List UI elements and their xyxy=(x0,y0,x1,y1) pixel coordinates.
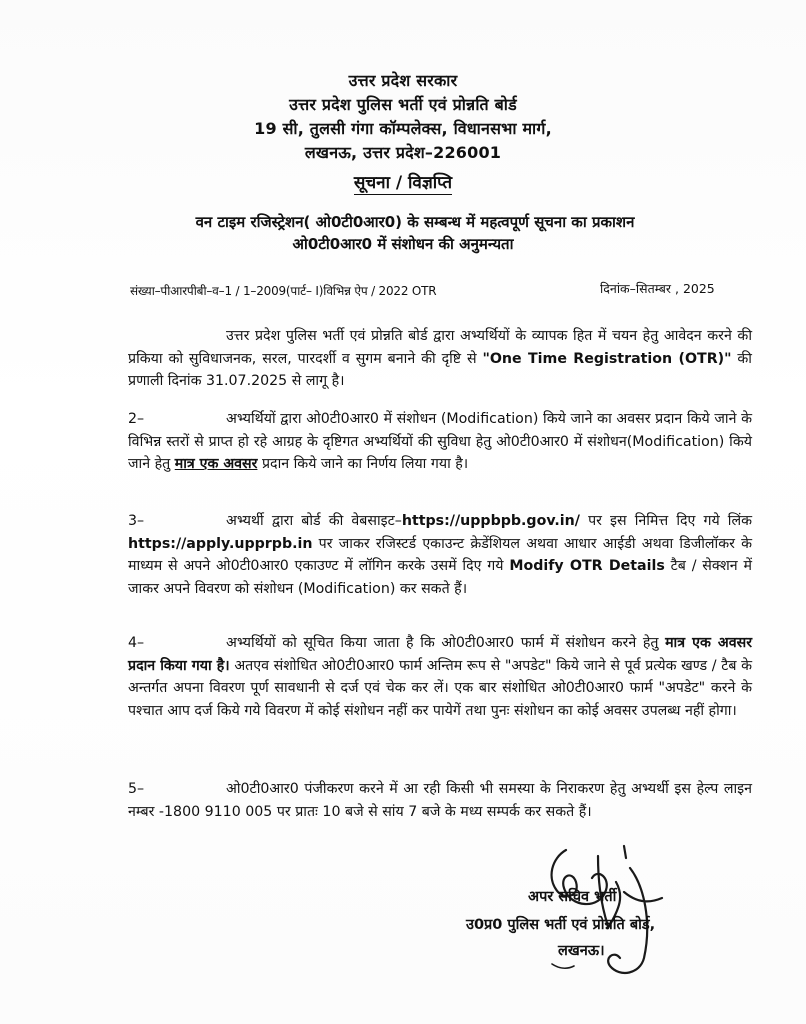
p4-only-once: मात्र एक अवसर प्रदान किया गया है। xyxy=(128,635,752,674)
p2-text-a: अभ्यर्थियों द्वारा ओ0टी0आर0 में संशोधन (Modification) किये जाने का अवसर प्रदान किये जाने के विभिन्न स्तरों से प्राप्त हो रहे आग्रह के दृष्टिगत अभ्यर्थियों की सुविधा हेतु ओ0टी0आर0 में संशोधन(Modification) किये जाने हेतु xyxy=(128,411,752,472)
p3-text-c: पर जाकर रजिस्टर्ड एकाउन्ट क्रेडेंशियल अथवा आधार आईडी अथवा डिजीलॉकर के माध्यम से अपने ओ0टी0आर0 एकाउण्ट में लॉगिन करके उसमें दिए गये xyxy=(128,535,752,574)
p1-text-a: उत्तर प्रदेश पुलिस भर्ती एवं प्रोन्नति बोर्ड द्वारा अभ्यर्थियों के व्यापक हित में चयन हेतु आवेदन करने की प्रकिया को सुविधाजनक, सरल, पारदर्शी व सुगम बनाने की दृष्टि से xyxy=(128,328,752,367)
paragraph-number: 3– xyxy=(128,513,145,529)
p5-text: ओ0टी0आर0 पंजीकरण करने में आ रही किसी भी समस्या के निराकरण हेतु अभ्यर्थी इस हेल्प लाइन नम्बर -1800 9110 005 पर प्रातः 10 बजे से सांय 7 बजे के मध्य सम्पर्क कर सकते हैं। xyxy=(128,781,752,820)
signature-block xyxy=(448,838,768,988)
header-board-name: उत्तर प्रदेश पुलिस भर्ती एवं प्रोन्नति बोर्ड xyxy=(289,95,517,114)
paragraph-5 xyxy=(128,778,752,823)
header-government: उत्तर प्रदेश सरकार xyxy=(348,71,458,90)
apply-portal-link[interactable]: https://apply.upprpb.in xyxy=(128,535,313,552)
notice-date: दिनांक–सितम्बर , 2025 xyxy=(600,281,715,296)
paragraph-3 xyxy=(128,510,752,600)
p1-text-b: की प्रणाली दिनांक 31.07.2025 से लागू है। xyxy=(128,350,752,389)
p4-text-b: अतएव संशोधित ओ0टी0आर0 फार्म अन्तिम रूप से "अपडेट" किये जाने से पूर्व प्रत्येक खण्ड / टैब के अन्तर्गत अपना विवरण पूर्ण सावधानी से दर्ज एवं चेक कर लें। एक बार संशोधित ओ0टी0आर0 फार्म "अपडेट" करने के पश्चात आप दर्ज किये गये विवरण में कोई संशोधन नहीं कर पायेगें तथा पुनः संशोधन का कोई अवसर उपलब्ध नहीं होगा। xyxy=(128,657,752,719)
p2-text-b: प्रदान किये जाने का निर्णय लिया गया है। xyxy=(257,456,469,472)
board-website-link[interactable]: https://uppbpb.gov.in/ xyxy=(401,513,580,529)
modify-otr-details-tab: Modify OTR Details xyxy=(509,558,665,574)
p1-otr-name: "One Time Registration (OTR)" xyxy=(482,350,732,367)
paragraph-number: 2– xyxy=(128,411,145,427)
subject-line-2: ओ0टी0आर0 में संशोधन की अनुमन्यता xyxy=(292,235,514,253)
signatory-office: उ0प्र0 पुलिस भर्ती एवं प्रोन्नति बोर्ड, xyxy=(466,917,656,933)
notice-title-text: सूचना / विज्ञप्ति xyxy=(353,173,453,193)
paragraph-number: 4– xyxy=(128,635,145,651)
p2-only-once: मात्र एक अवसर xyxy=(174,456,258,472)
p3-text-a: अभ्यर्थी द्वारा बोर्ड की वेबसाइट– xyxy=(226,513,402,529)
handwritten-signature-icon xyxy=(448,838,768,988)
subject-line-1: वन टाइम रजिस्ट्रेशन( ओ0टी0आर0) के सम्बन्ध में महत्वपूर्ण सूचना का प्रकाशन xyxy=(195,213,635,231)
header-city: लखनऊ, उत्तर प्रदेश–226001 xyxy=(304,143,502,162)
paragraph-2 xyxy=(128,408,752,476)
p3-text-b: पर इस निमित्त दिए गये लिंक xyxy=(579,513,752,529)
signatory-city: लखनऊ। xyxy=(558,943,605,959)
notice-title xyxy=(0,170,806,193)
reference-number: संख्या–पीआरपीबी–व–1 / 1–2009(पार्ट– I)विभिन्न ऐप / 2022 OTR xyxy=(130,284,437,298)
signatory-designation: अपर सचिव भर्ती xyxy=(528,889,617,905)
p4-text-a: अभ्यर्थियों को सूचित किया जाता है कि ओ0टी0आर0 फार्म में संशोधन करने हेतु xyxy=(226,635,666,651)
p3-text-d: टैब / सेक्शन में जाकर अपने विवरण को संशोधन (Modification) कर सकते हैं। xyxy=(128,558,752,597)
paragraph-1 xyxy=(128,325,752,393)
paragraph-number: 5– xyxy=(128,781,145,797)
header-address: 19 सी, तुलसी गंगा कॉम्पलेक्स, विधानसभा मार्ग, xyxy=(254,119,552,138)
paragraph-4 xyxy=(128,632,752,722)
